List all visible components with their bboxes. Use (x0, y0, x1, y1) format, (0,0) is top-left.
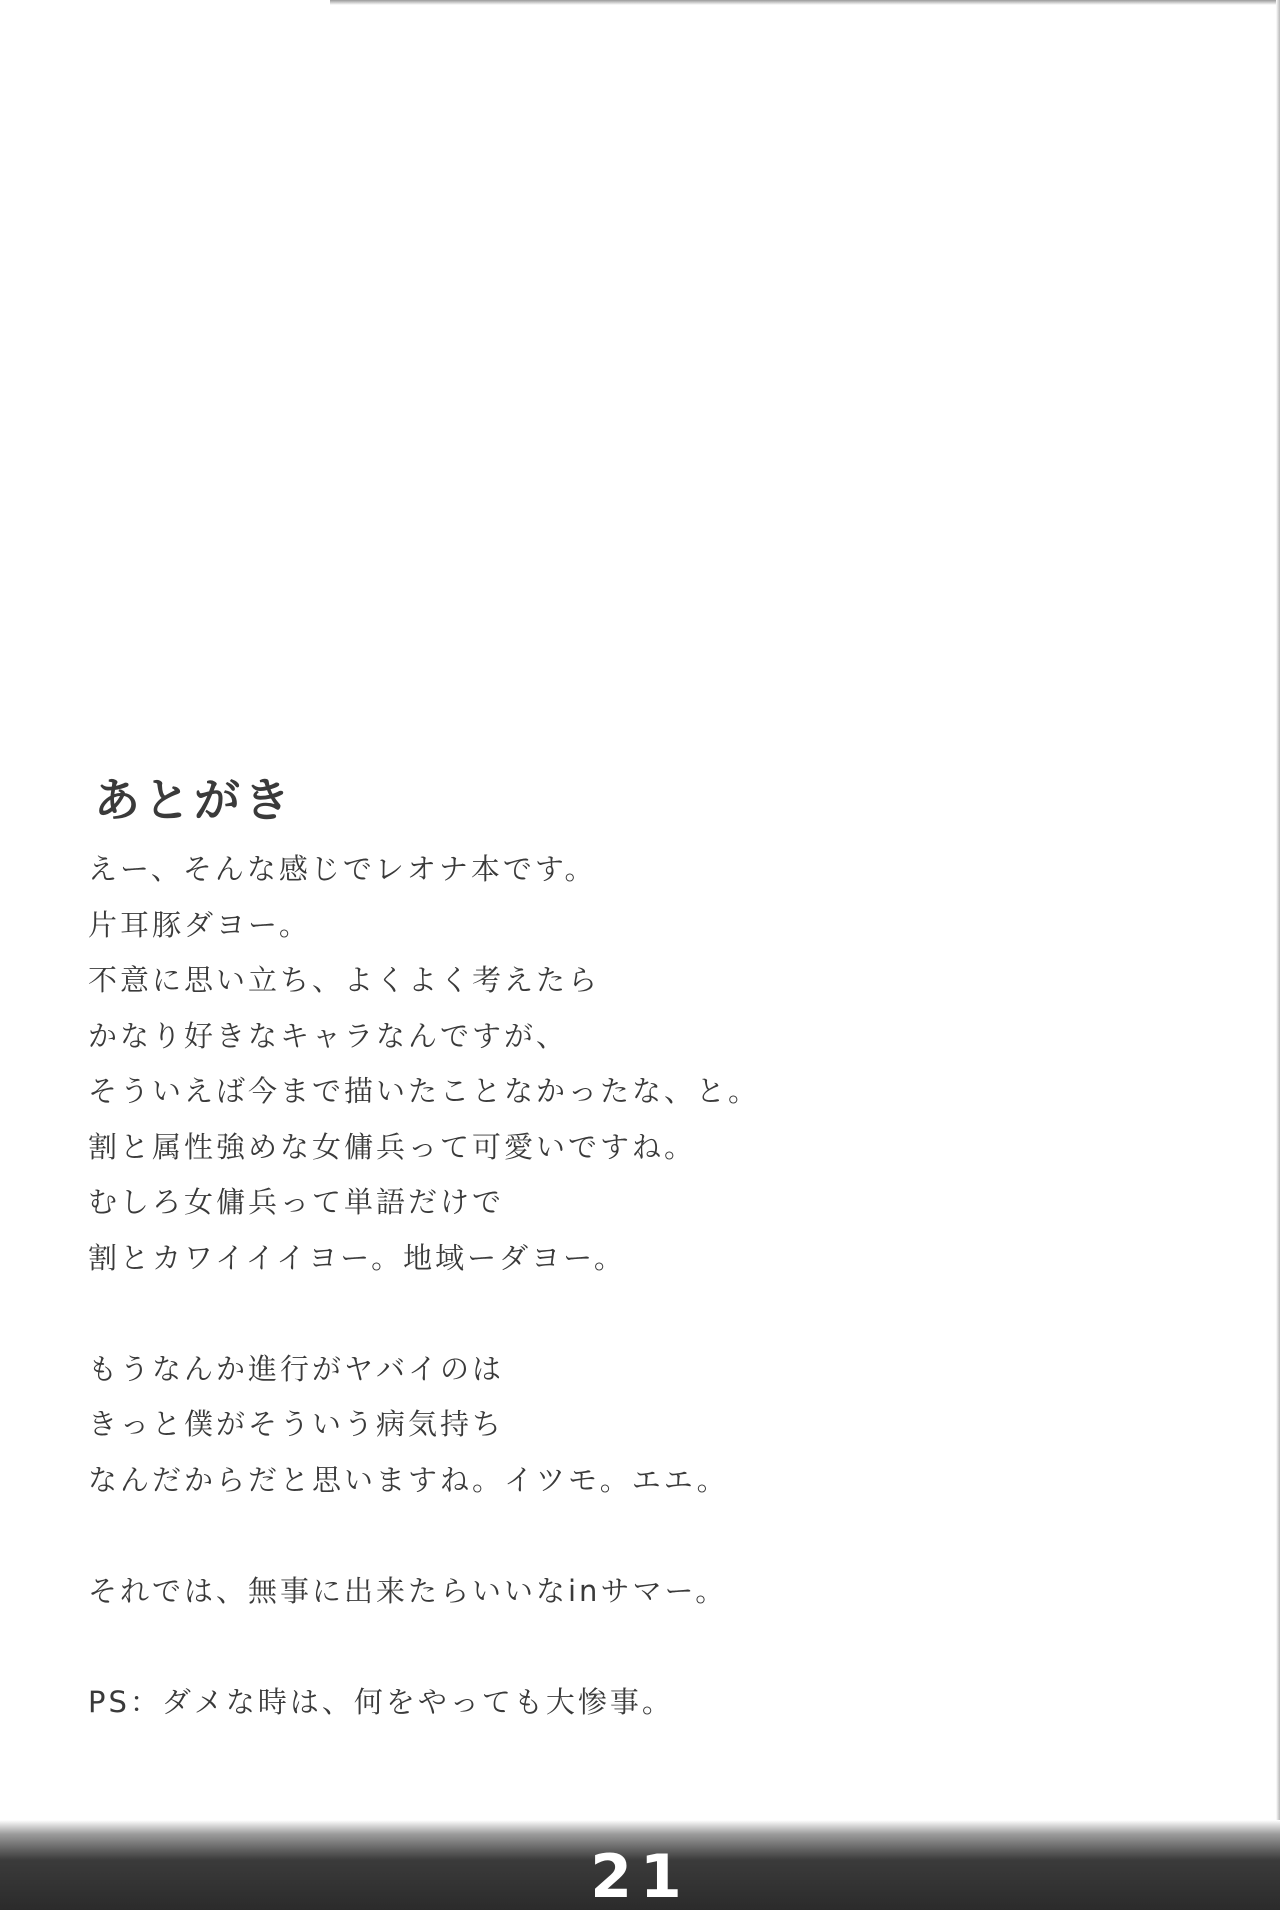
afterword-body (88, 842, 1088, 1730)
page-number: 21 (590, 1842, 690, 1912)
afterword-postscript: PS：ダメな時は、何をやっても大惨事。 (88, 1684, 674, 1719)
paragraph-gap (88, 1508, 1088, 1564)
afterword-line: 片耳豚ダヨー。 (88, 907, 311, 942)
afterword-line: かなり好きなキャラなんですが、 (88, 1018, 569, 1053)
afterword-heading: あとがき (94, 773, 294, 827)
afterword-line: むしろ女傭兵って単語だけで (88, 1185, 505, 1219)
scan-right-edge (1276, 0, 1280, 1910)
paragraph-gap (88, 1286, 1088, 1342)
afterword-line: 不意に思い立ち、よくよく考えたら (88, 963, 601, 997)
afterword-line: なんだからだと思いますね。イツモ。エエ。 (88, 1462, 729, 1497)
afterword-line: 割と属性強めな女傭兵って可愛いですね。 (88, 1129, 697, 1164)
scan-top-edge (330, 0, 1280, 5)
afterword-line: えー、そんな感じでレオナ本です。 (88, 852, 597, 886)
afterword-line: それでは、無事に出来たらいいなinサマー。 (88, 1573, 728, 1608)
afterword-line: きっと僕がそういう病気持ち (88, 1407, 505, 1441)
afterword-line: そういえば今まで描いたことなかったな、と。 (88, 1074, 761, 1108)
afterword-section (88, 770, 1088, 1730)
afterword-line: 割とカワイイイヨー。地域ーダヨー。 (88, 1240, 626, 1275)
paragraph-gap (88, 1619, 1088, 1675)
afterword-line: もうなんか進行がヤバイのは (88, 1351, 505, 1386)
